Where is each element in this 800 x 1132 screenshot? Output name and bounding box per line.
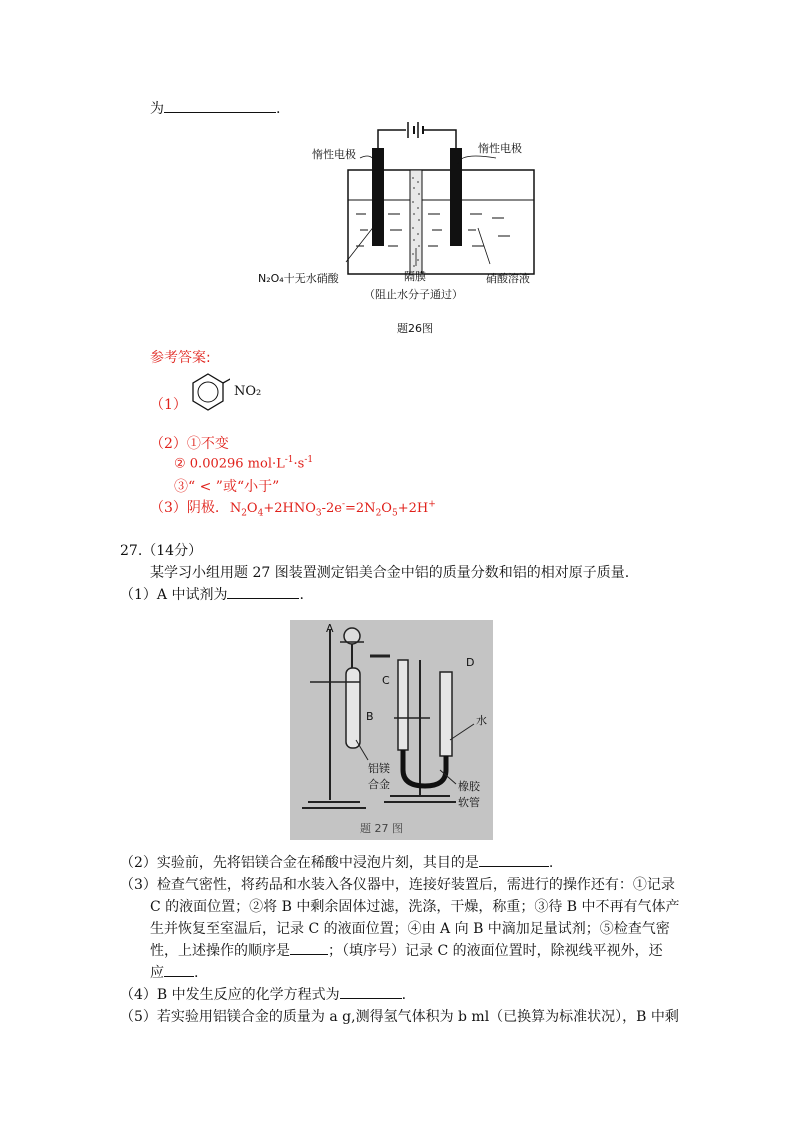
answer-1-number: （1）	[150, 397, 187, 413]
label-rubber-tube-1: 橡胶	[458, 780, 480, 793]
question-27-part5: （5）若实验用铝镁合金的质量为 a g,测得氢气体积为 b ml（已换算为标准状况），B 中剩	[120, 1009, 679, 1025]
question-27-part2: （2）实验前，先将铝镁合金在稀酸中浸泡片刻，其目的是 .	[120, 852, 553, 872]
answer-blank	[340, 984, 402, 999]
label-alloy-1: 铝镁	[368, 762, 390, 775]
right-electrode	[450, 148, 462, 246]
question-27-intro: 某学习小组用题 27 图装置测定铝美合金中铝的质量分数和铝的相对原子质量.	[150, 565, 630, 581]
label-membrane: 隔膜	[404, 270, 426, 283]
answer-heading: 参考答案:	[150, 350, 211, 366]
label-water: 水	[476, 714, 487, 727]
label-right-solution: 硝酸溶液	[486, 272, 530, 285]
label-right-electrode: 惰性电极	[478, 142, 522, 155]
answer-blank	[164, 98, 276, 113]
figure-27-apparatus	[290, 620, 493, 840]
label-rubber-tube-2: 软管	[458, 796, 480, 809]
label-left-solution: N₂O₄十无水硝酸	[258, 272, 339, 285]
answer-3: （3）阴极. $N_2O_4+2HNO_3-2e^-=2N_2O_5+2H^+$	[150, 499, 436, 519]
label-A: A	[326, 622, 334, 635]
question-27-part1: （1）A 中试剂为 .	[120, 584, 304, 604]
question-27-part3-line1: （3）检查气密性，将药品和水装入各仪器中，连接好装置后，需进行的操作还有：①记录	[120, 877, 675, 893]
question-27-part4: （4）B 中发生反应的化学方程式为 .	[120, 984, 406, 1004]
answer-2-line1: （2）①不变	[150, 436, 229, 452]
left-electrode	[372, 148, 384, 246]
answer-blank	[227, 584, 299, 599]
question-27-title: 27.（14分）	[120, 543, 203, 559]
question-27-part3-line2: C 的液面位置；②将 B 中剩余固体过滤，洗涤，干燥，称重；③待 B 中不再有气体产	[150, 899, 680, 915]
label-C: C	[382, 674, 390, 687]
benzene-ring-icon	[186, 370, 230, 414]
label-membrane-note: （阻止水分子通过）	[364, 288, 463, 301]
question-27-part3-line5: 应 .	[150, 962, 198, 982]
answer-2-line2: ② 0.00296 $mol\cdot L^{-1}\cdot s^{-1}$	[174, 455, 314, 472]
answer-blank	[479, 852, 549, 867]
question-27-part3-line3: 生并恢复至室温后，记录 C 的液面位置；④由 A 向 B 中滴加足量试剂；⑤检查气密	[150, 921, 670, 937]
question-27-part3-line4: 性，上述操作的顺序是 ；（填序号）记录 C 的液面位置时，除视线平视外，还	[150, 940, 663, 960]
nitro-group-label: NO₂	[234, 384, 262, 399]
label-left-electrode: 惰性电极	[312, 148, 356, 161]
answer-3-equation: $N_2O_4+2HNO_3-2e^-=2N_2O_5+2H^+$	[229, 499, 436, 519]
label-B: B	[366, 710, 374, 723]
fill-in-line-top: 为 .	[150, 98, 280, 118]
answer-blank	[164, 962, 194, 977]
figure-27-caption: 题 27 图	[360, 822, 403, 835]
label-alloy-2: 合金	[368, 778, 390, 791]
answer-2-line3: ③“ < ”或“小于”	[174, 479, 280, 495]
answer-blank	[290, 940, 328, 955]
figure-26-caption: 题26图	[397, 322, 433, 335]
label-D: D	[466, 656, 475, 669]
